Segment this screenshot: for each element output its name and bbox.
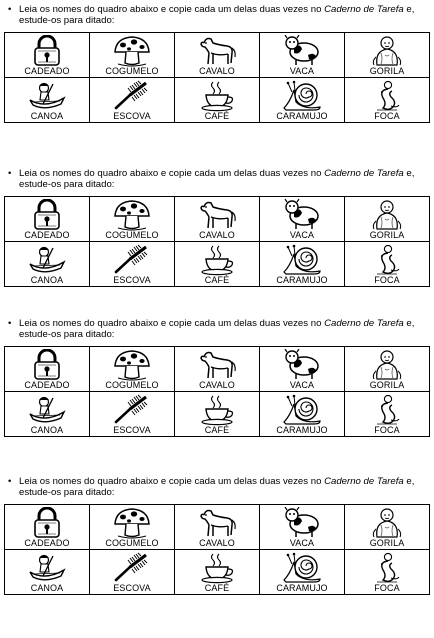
word-row-1 xyxy=(5,33,430,78)
mushroom-icon-graphic xyxy=(112,199,152,231)
notebook-name: Caderno de Tarefa xyxy=(324,4,404,15)
brush-icon-graphic xyxy=(112,80,152,112)
word-cell xyxy=(175,242,260,287)
canoe-icon-graphic xyxy=(27,244,67,276)
cow-icon-graphic xyxy=(282,35,322,67)
instruction-pre: Leia os nomes do quadro abaixo e copie cada um delas duas vezes no xyxy=(19,476,325,487)
instruction-post: e, estude-os para ditado: xyxy=(19,476,415,498)
word-label: VACA xyxy=(289,230,315,240)
word-row-2 xyxy=(5,550,430,595)
word-cell xyxy=(90,78,175,123)
word-cell xyxy=(175,197,260,242)
word-cell xyxy=(90,347,175,392)
word-cell xyxy=(175,78,260,123)
word-label: CAFÉ xyxy=(204,425,230,435)
word-label: CADEADO xyxy=(24,66,70,76)
word-grid xyxy=(4,196,430,287)
word-cell xyxy=(5,242,90,287)
gorilla-icon-graphic xyxy=(367,35,407,67)
word-cell xyxy=(345,392,430,437)
bullet: • xyxy=(8,168,12,179)
word-row-2 xyxy=(5,392,430,437)
word-cell xyxy=(90,242,175,287)
padlock-icon-graphic xyxy=(30,35,64,67)
word-row-2 xyxy=(5,78,430,123)
snail-icon-graphic xyxy=(280,244,324,276)
word-cell xyxy=(260,33,345,78)
word-label: COGUMELO xyxy=(105,538,159,548)
word-label: CADEADO xyxy=(24,538,70,548)
word-label: CANOA xyxy=(30,583,64,593)
word-label: CANOA xyxy=(30,275,64,285)
word-cell xyxy=(345,550,430,595)
word-label: CANOA xyxy=(30,111,64,121)
word-label: GORILA xyxy=(369,380,405,390)
word-cell xyxy=(5,505,90,550)
word-cell xyxy=(175,392,260,437)
word-label: VACA xyxy=(289,66,315,76)
instruction-post: e, estude-os para ditado: xyxy=(19,4,415,26)
word-label: GORILA xyxy=(369,66,405,76)
canoe-icon-graphic xyxy=(27,552,67,584)
bullet: • xyxy=(8,318,12,329)
horse-icon-graphic xyxy=(197,199,237,231)
word-label: CARAMUJO xyxy=(276,425,328,435)
gorilla-icon-graphic xyxy=(367,349,407,381)
word-grid xyxy=(4,346,430,437)
instruction-post: e, estude-os para ditado: xyxy=(19,318,415,340)
word-label: COGUMELO xyxy=(105,230,159,240)
padlock-icon-graphic xyxy=(30,349,64,381)
seal-icon-graphic xyxy=(369,394,405,426)
word-cell xyxy=(5,78,90,123)
instruction-pre: Leia os nomes do quadro abaixo e copie cada um delas duas vezes no xyxy=(19,4,325,15)
word-label: CADEADO xyxy=(24,230,70,240)
instruction-line xyxy=(19,168,426,190)
word-label: COGUMELO xyxy=(105,380,159,390)
brush-icon-graphic xyxy=(112,394,152,426)
seal-icon-graphic xyxy=(369,244,405,276)
word-cell xyxy=(90,33,175,78)
brush-icon-graphic xyxy=(112,244,152,276)
word-cell xyxy=(345,33,430,78)
word-label: GORILA xyxy=(369,230,405,240)
instruction-line xyxy=(19,476,426,498)
cow-icon-graphic xyxy=(282,507,322,539)
word-label: CAFÉ xyxy=(204,275,230,285)
bullet: • xyxy=(8,4,12,15)
seal-icon-graphic xyxy=(369,80,405,112)
instruction-post: e, estude-os para ditado: xyxy=(19,168,415,190)
word-label: FOCA xyxy=(374,583,400,593)
gorilla-icon-graphic xyxy=(367,507,407,539)
word-row-2 xyxy=(5,242,430,287)
word-label: CADEADO xyxy=(24,380,70,390)
word-cell xyxy=(260,550,345,595)
bullet: • xyxy=(8,476,12,487)
instruction-pre: Leia os nomes do quadro abaixo e copie cada um delas duas vezes no xyxy=(19,168,325,179)
word-cell xyxy=(260,242,345,287)
word-cell xyxy=(175,33,260,78)
brush-icon-graphic xyxy=(112,552,152,584)
word-cell xyxy=(260,505,345,550)
coffee-cup-icon-graphic xyxy=(197,244,237,276)
notebook-name: Caderno de Tarefa xyxy=(324,476,404,487)
word-cell xyxy=(345,505,430,550)
snail-icon-graphic xyxy=(280,394,324,426)
mushroom-icon-graphic xyxy=(112,35,152,67)
canoe-icon-graphic xyxy=(27,394,67,426)
word-grid xyxy=(4,32,430,123)
gorilla-icon-graphic xyxy=(367,199,407,231)
coffee-cup-icon-graphic xyxy=(197,552,237,584)
word-cell xyxy=(5,550,90,595)
notebook-name: Caderno de Tarefa xyxy=(324,318,404,329)
word-label: CAVALO xyxy=(199,66,235,76)
word-label: CAVALO xyxy=(199,380,235,390)
word-row-1 xyxy=(5,505,430,550)
word-label: CAFÉ xyxy=(204,583,230,593)
instruction-pre: Leia os nomes do quadro abaixo e copie cada um delas duas vezes no xyxy=(19,318,325,329)
word-label: COGUMELO xyxy=(105,66,159,76)
padlock-icon-graphic xyxy=(30,199,64,231)
word-cell xyxy=(345,197,430,242)
word-cell xyxy=(5,33,90,78)
word-cell xyxy=(175,505,260,550)
word-label: VACA xyxy=(289,538,315,548)
word-cell xyxy=(90,392,175,437)
horse-icon-graphic xyxy=(197,349,237,381)
word-row-1 xyxy=(5,347,430,392)
word-cell xyxy=(345,78,430,123)
word-label: ESCOVA xyxy=(113,583,151,593)
mushroom-icon-graphic xyxy=(112,349,152,381)
word-label: CARAMUJO xyxy=(276,111,328,121)
word-label: FOCA xyxy=(374,275,400,285)
word-cell xyxy=(260,78,345,123)
instruction-line xyxy=(19,4,426,26)
word-label: ESCOVA xyxy=(113,275,151,285)
word-label: ESCOVA xyxy=(113,111,151,121)
word-cell xyxy=(5,197,90,242)
instruction-line xyxy=(19,318,426,340)
word-label: CAVALO xyxy=(199,538,235,548)
word-cell xyxy=(260,347,345,392)
word-label: VACA xyxy=(289,380,315,390)
notebook-name: Caderno de Tarefa xyxy=(324,168,404,179)
canoe-icon-graphic xyxy=(27,80,67,112)
word-cell xyxy=(175,550,260,595)
mushroom-icon-graphic xyxy=(112,507,152,539)
word-label: CARAMUJO xyxy=(276,583,328,593)
snail-icon-graphic xyxy=(280,80,324,112)
snail-icon-graphic xyxy=(280,552,324,584)
word-label: CANOA xyxy=(30,425,64,435)
word-cell xyxy=(5,347,90,392)
word-cell xyxy=(90,197,175,242)
horse-icon-graphic xyxy=(197,507,237,539)
word-label: ESCOVA xyxy=(113,425,151,435)
word-cell xyxy=(90,505,175,550)
seal-icon-graphic xyxy=(369,552,405,584)
word-label: CAVALO xyxy=(199,230,235,240)
word-cell xyxy=(175,347,260,392)
word-cell xyxy=(260,392,345,437)
word-cell xyxy=(5,392,90,437)
word-row-1 xyxy=(5,197,430,242)
word-label: CARAMUJO xyxy=(276,275,328,285)
word-label: FOCA xyxy=(374,425,400,435)
word-cell xyxy=(260,197,345,242)
word-cell xyxy=(345,347,430,392)
word-cell xyxy=(90,550,175,595)
coffee-cup-icon-graphic xyxy=(197,80,237,112)
horse-icon-graphic xyxy=(197,35,237,67)
word-cell xyxy=(345,242,430,287)
word-label: GORILA xyxy=(369,538,405,548)
word-label: CAFÉ xyxy=(204,111,230,121)
word-label: FOCA xyxy=(374,111,400,121)
padlock-icon-graphic xyxy=(30,507,64,539)
coffee-cup-icon-graphic xyxy=(197,394,237,426)
cow-icon-graphic xyxy=(282,199,322,231)
cow-icon-graphic xyxy=(282,349,322,381)
word-grid xyxy=(4,504,430,595)
